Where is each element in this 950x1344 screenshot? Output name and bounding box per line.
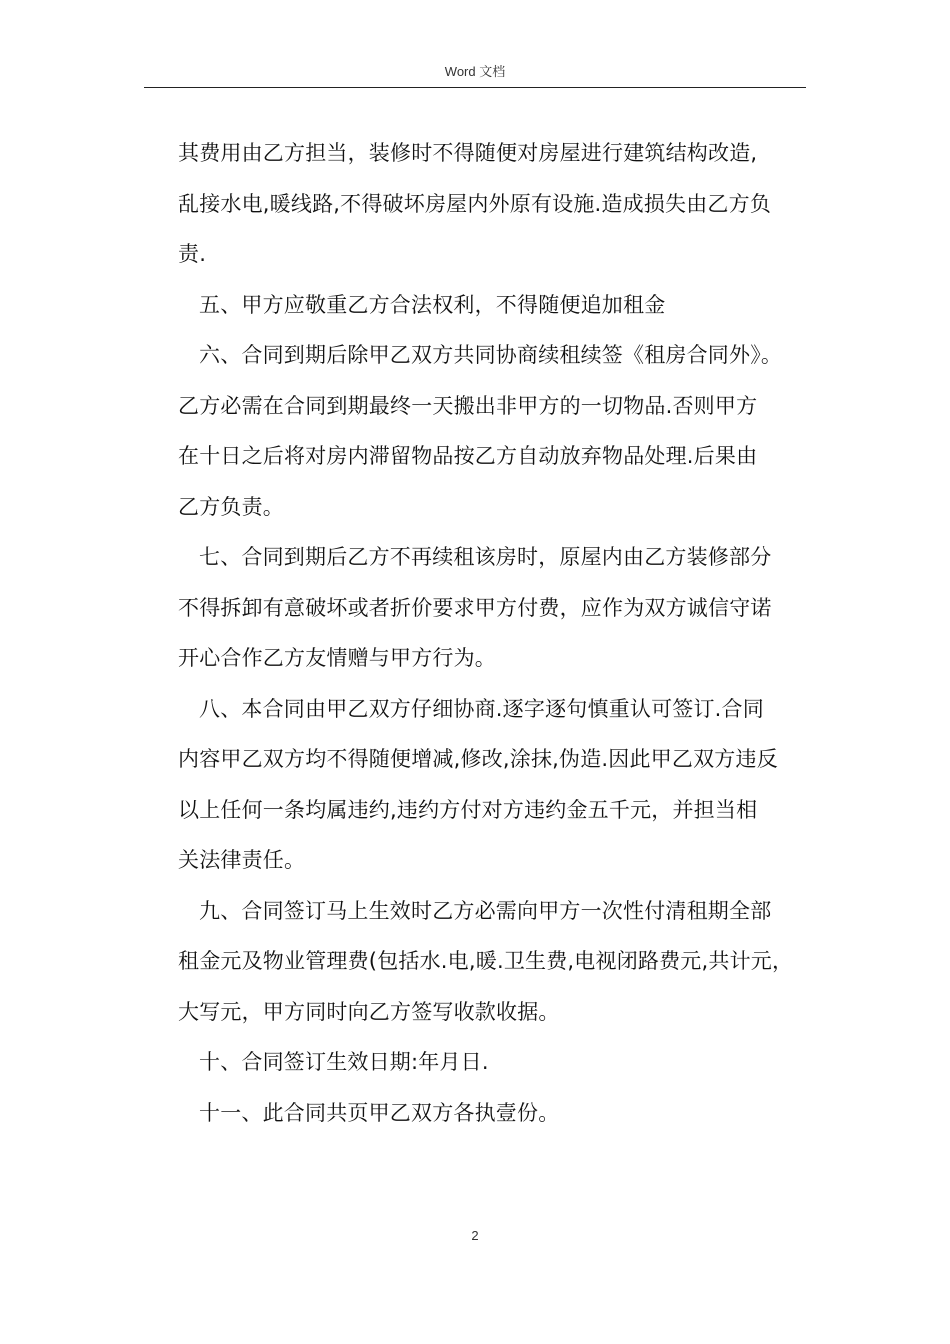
body-line: 乙方负责。 bbox=[178, 494, 284, 519]
body-line: 大写元，甲方同时向乙方签写收款收据。 bbox=[178, 999, 560, 1024]
clause-six: 六、合同到期后除甲乙双方共同协商续租续签《租房合同外》。 bbox=[199, 343, 783, 367]
body-line: 以上任何一条均属违约,违约方付对方违约金五千元，并担当相 bbox=[178, 797, 758, 822]
body-line: 乙方必需在合同到期最终一天搬出非甲方的一切物品.否则甲方 bbox=[178, 393, 758, 418]
body-line: 不得拆卸有意破坏或者折价要求甲方付费，应作为双方诚信守诺 bbox=[178, 595, 772, 620]
body-line: 责. bbox=[178, 242, 207, 266]
body-line: 开心合作乙方友情赠与甲方行为。 bbox=[178, 646, 496, 670]
body-line: 其费用由乙方担当，装修时不得随便对房屋进行建筑结构改造, bbox=[178, 141, 758, 165]
body-line: 租金元及物业管理费(包括水.电,暖.卫生费,电视闭路费元,共计元， bbox=[178, 949, 794, 973]
body-line: 在十日之后将对房内滞留物品按乙方自动放弃物品处理.后果由 bbox=[178, 444, 758, 468]
clause-nine: 九、合同签订马上生效时乙方必需向甲方一次性付清租期全部 bbox=[199, 898, 772, 923]
document-body bbox=[178, 128, 818, 1138]
body-line: 乱接水电,暖线路,不得破坏房屋内外原有设施.造成损失由乙方负 bbox=[178, 191, 772, 216]
body-line: 内容甲乙双方均不得随便增减,修改,涂抹,伪造.因此甲乙双方违反 bbox=[178, 747, 778, 771]
clause-five: 五、甲方应敬重乙方合法权利，不得随便追加租金 bbox=[199, 292, 666, 317]
body-line: 关法律责任。 bbox=[178, 848, 306, 872]
document-header: Word 文档 bbox=[444, 64, 506, 79]
clause-seven: 七、合同到期后乙方不再续租该房时，原屋内由乙方装修部分 bbox=[199, 545, 772, 569]
header-divider bbox=[144, 87, 806, 88]
clause-eight: 八、本合同由甲乙双方仔细协商.逐字逐句慎重认可签订.合同 bbox=[199, 696, 764, 721]
page-number: 2 bbox=[471, 1228, 479, 1243]
clause-ten: 十、合同签订生效日期:年月日. bbox=[199, 1050, 489, 1074]
clause-eleven: 十一、此合同共页甲乙双方各执壹份。 bbox=[199, 1100, 560, 1125]
